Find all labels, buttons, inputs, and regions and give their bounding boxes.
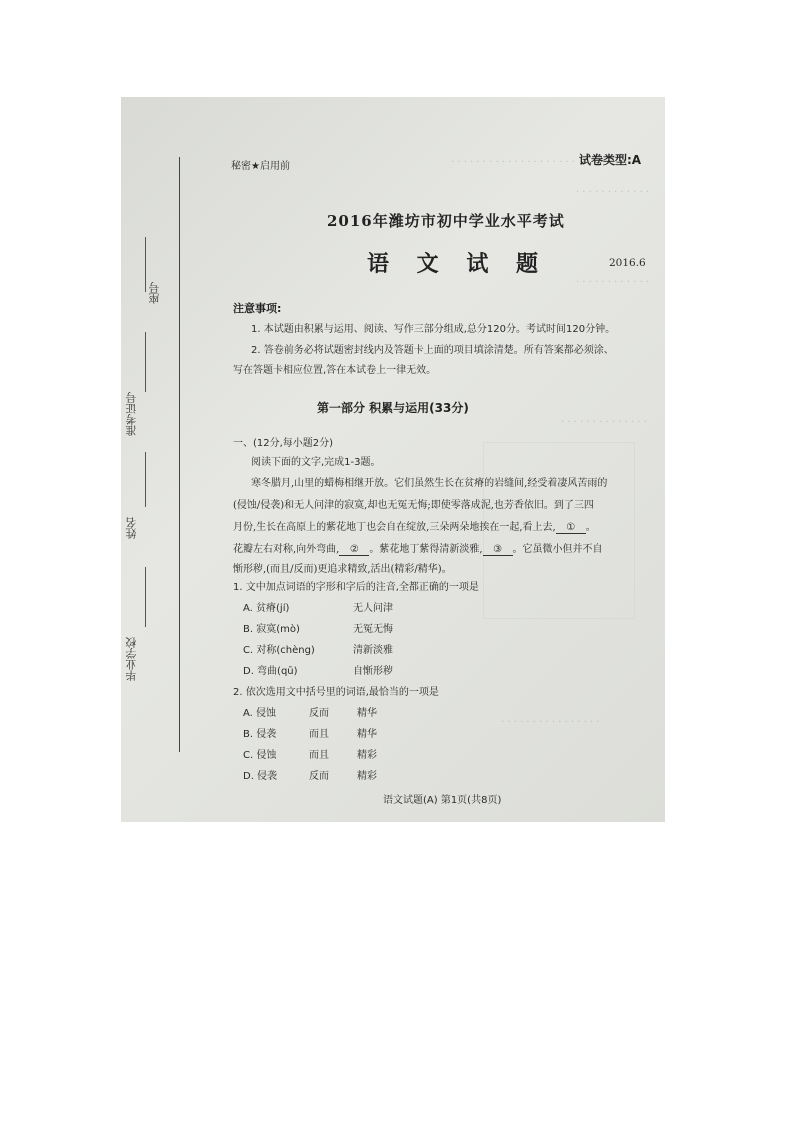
q2-option-c-word2: 而且	[309, 750, 329, 761]
q1-option-a-word: 无人问津	[353, 603, 393, 614]
exam-date: 2016.6	[609, 257, 646, 269]
passage-line-2: (侵蚀/侵袭)和无人问津的寂寞,却也无冤无悔;即使零落成泥,也芳香依旧。到了三四	[233, 500, 594, 511]
part1-heading: 第一部分 积累与运用(33分)	[317, 401, 469, 415]
q2-option-b-word3: 精华	[357, 729, 377, 740]
q2-option-a-word2: 反而	[309, 708, 329, 719]
q1-option-b-word: 无冤无悔	[353, 624, 393, 635]
q2-option-c-word3: 精彩	[357, 750, 377, 761]
passage-line-1: 寒冬腊月,山里的蜡梅相继开放。它们虽然生长在贫瘠的岩缝间,经受着凄风苦雨的	[251, 478, 608, 489]
notice-item-2-cont: 写在答题卡相应位置,答在本试卷上一律无效。	[233, 365, 437, 376]
school-label: 毕业学校	[125, 637, 138, 681]
seat-no-label: 座号	[148, 282, 161, 304]
bleed-through: · · · · · · · · · · · · · · · ·	[501, 717, 600, 728]
q2-stem: 2. 依次选用文中括号里的词语,最恰当的一项是	[233, 687, 439, 698]
passage-line-3: 月份,生长在高原上的紫花地丁也会自在绽放,三朵两朵地挨在一起,看上去, ① 。	[233, 522, 596, 533]
bleed-through: · · · · · · · · · · · · · ·	[561, 417, 647, 428]
q1-option-d-word: 自惭形秽	[353, 666, 393, 677]
q2-option-a: A. 侵蚀	[243, 708, 277, 719]
notice-item-1: 1. 本试题由积累与运用、阅读、写作三部分组成,总分120分。考试时间120分钟。	[251, 324, 616, 335]
page-footer: 语文试题(A) 第1页(共8页)	[383, 795, 502, 806]
q2-option-b-word2: 而且	[309, 729, 329, 740]
blank-2: ②	[339, 544, 369, 556]
notice-item-2: 2. 答卷前务必将试题密封线内及答题卡上面的项目填涂清楚。所有答案都必须涂、	[251, 345, 614, 356]
bleed-through: · · · · · · · · · · · ·	[576, 187, 650, 198]
passage-line-4: 花瓣左右对称,向外弯曲, ② 。紫花地丁紫得清新淡雅, ③ 。它虽微小但并不自	[233, 544, 603, 555]
secret-label: 秘密★启用前	[231, 161, 290, 172]
q2-option-d: D. 侵袭	[243, 771, 278, 782]
q1-option-a: A. 贫瘠(jí)	[243, 603, 290, 614]
section1-heading: 一、(12分,每小题2分)	[233, 438, 334, 449]
exam-title: 2016年潍坊市初中学业水平考试	[327, 212, 565, 230]
subject-title: 语 文 试 题	[367, 251, 548, 277]
name-label: 姓名	[125, 517, 138, 539]
q2-option-b: B. 侵袭	[243, 729, 277, 740]
q1-option-d: D. 弯曲(qū)	[243, 666, 298, 677]
passage-line-5: 惭形秽,(而且/反而)更追求精致,活出(精彩/精华)。	[233, 564, 452, 575]
q2-option-d-word2: 反而	[309, 771, 329, 782]
notice-heading: 注意事项:	[233, 302, 282, 315]
blank-1: ①	[556, 522, 586, 534]
q1-option-c-word: 清新淡雅	[353, 645, 393, 656]
exam-photo	[121, 97, 665, 822]
q1-option-c: C. 对称(chèng)	[243, 645, 315, 656]
exam-no-label: 准考证号	[125, 392, 138, 436]
q2-option-d-word3: 精彩	[357, 771, 377, 782]
section1-intro: 阅读下面的文字,完成1-3题。	[251, 457, 381, 468]
paper-type: 试卷类型:A	[579, 153, 642, 167]
blank-3: ③	[483, 544, 513, 556]
q2-option-a-word3: 精华	[357, 708, 377, 719]
bleed-through: · · · · · · · · · · · ·	[576, 277, 650, 288]
q2-option-c: C. 侵蚀	[243, 750, 277, 761]
bleed-through: · · · · · · · · · · · · · · · · · · · ·	[451, 157, 575, 168]
binding-line	[179, 157, 180, 752]
q1-stem: 1. 文中加点词语的字形和字后的注音,全都正确的一项是	[233, 582, 479, 593]
q1-option-b: B. 寂寞(mò)	[243, 624, 300, 635]
